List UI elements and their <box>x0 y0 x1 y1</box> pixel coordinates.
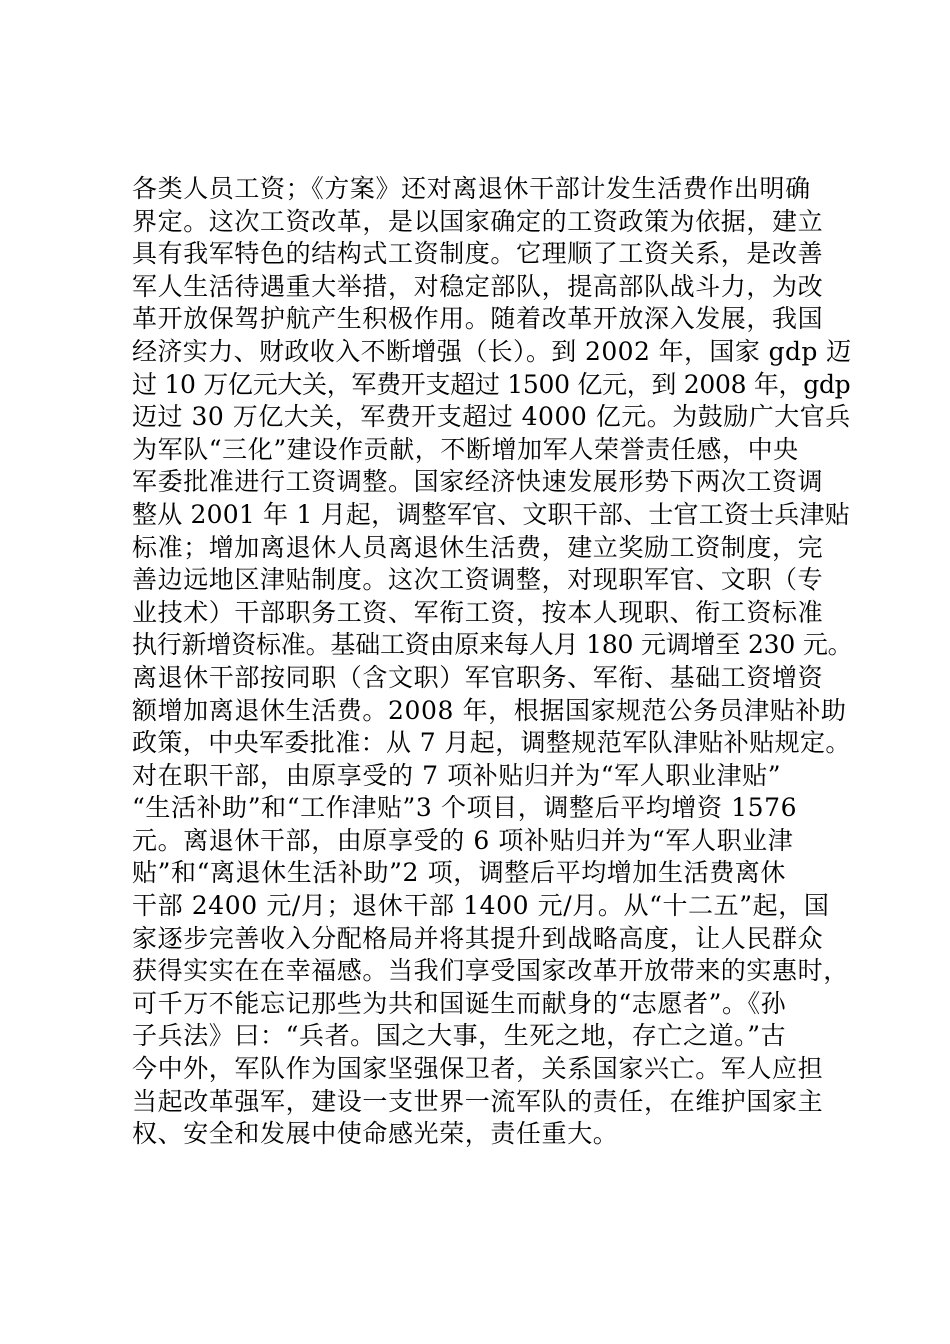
text-line: 军委批准进行工资调整。国家经济快速发展形势下两次工资调 <box>132 467 824 497</box>
text-line: 善边远地区津贴制度。这次工资调整，对现职军官、文职（专 <box>132 565 824 595</box>
text-line: 标准；增加离退休人员离退休生活费，建立奖励工资制度，完 <box>132 532 824 562</box>
text-line: 界定。这次工资改革，是以国家确定的工资政策为依据，建立 <box>132 206 824 236</box>
text-line: 今中外，军队作为国家坚强保卫者，关系国家兴亡。军人应担 <box>132 1054 824 1084</box>
text-line: 执行新增资标准。基础工资由原来每人月 180 元调增至 230 元。 <box>132 630 853 660</box>
text-line: 经济实力、财政收入不断增强（长）。到 2002 年，国家 gdp 迈 <box>132 336 852 366</box>
text-line: 干部 2400 元/月；退休干部 1400 元/月。从“十二五”起，国 <box>132 891 830 921</box>
text-line: 子兵法》曰：“兵者。国之大事，生死之地，存亡之道。”古 <box>132 1021 787 1051</box>
body-text <box>132 173 852 1151</box>
text-line: 元。离退休干部，由原享受的 6 项补贴归并为“军人职业津 <box>132 825 794 855</box>
text-line: 贴”和“离退休生活补助”2 项，调整后平均增加生活费离休 <box>132 858 786 888</box>
text-line: 业技术）干部职务工资、军衔工资，按本人现职、衔工资标准 <box>132 597 824 627</box>
text-line: 过 10 万亿元大关，军费开支超过 1500 亿元，到 2008 年，gdp <box>132 369 851 399</box>
text-line: 军人生活待遇重大举措，对稳定部队，提高部队战斗力，为改 <box>132 271 824 301</box>
text-line: 具有我军特色的结构式工资制度。它理顺了工资关系，是改善 <box>132 239 824 269</box>
text-line: 当起改革强军，建设一支世界一流军队的责任，在维护国家主 <box>132 1086 824 1116</box>
text-line: 对在职干部，由原享受的 7 项补贴归并为“军人职业津贴” <box>132 760 782 790</box>
text-line: 额增加离退休生活费。2008 年，根据国家规范公务员津贴补助 <box>132 695 847 725</box>
text-line: 政策，中央军委批准：从 7 月起，调整规范军队津贴补贴规定。 <box>132 728 851 758</box>
text-line: 迈过 30 万亿大关，军费开支超过 4000 亿元。为鼓励广大官兵 <box>132 402 851 432</box>
text-line: 为军队“三化”建设作贡献，不断增加军人荣誉责任感，中央 <box>132 434 799 464</box>
text-line: 离退休干部按同职（含文职）军官职务、军衔、基础工资增资 <box>132 662 824 692</box>
text-line: 权、安全和发展中使命感光荣，责任重大。 <box>132 1119 619 1149</box>
text-line: “生活补助”和“工作津贴”3 个项目，调整后平均增资 1576 <box>132 793 798 823</box>
text-line: 可千万不能忘记那些为共和国诞生而献身的“志愿者”。《孙 <box>132 988 787 1018</box>
text-line: 获得实实在在幸福感。当我们享受国家改革开放带来的实惠时， <box>132 956 849 986</box>
text-line: 家逐步完善收入分配格局并将其提升到战略高度，让人民群众 <box>132 923 824 953</box>
text-line: 革开放保驾护航产生积极作用。随着改革开放深入发展，我国 <box>132 304 824 334</box>
text-line: 各类人员工资；《方案》还对离退休干部计发生活费作出明确 <box>132 174 811 203</box>
text-line: 整从 2001 年 1 月起，调整军官、文职干部、士官工资士兵津贴 <box>132 499 850 529</box>
